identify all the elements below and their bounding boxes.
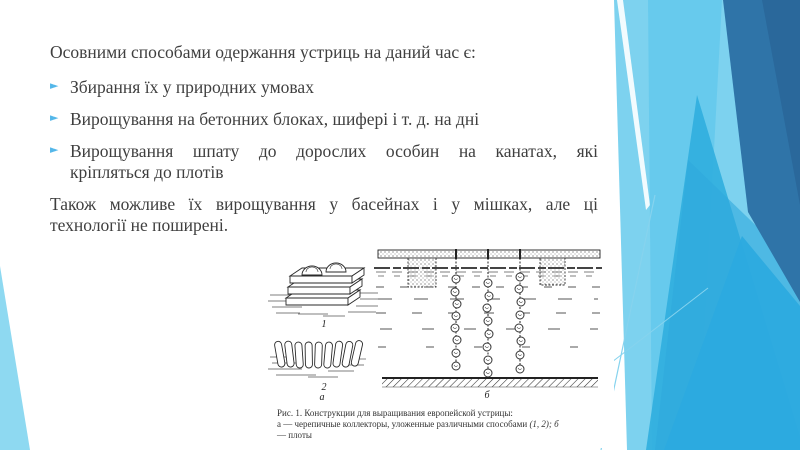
list-item	[50, 141, 598, 183]
upright-tiles-drawing	[268, 340, 366, 377]
paragraph-line2: технології не поширені.	[50, 215, 229, 235]
paragraph-line1: Також можливе їх вирощування у басейнах і у мішках, але ці	[50, 194, 598, 214]
stacked-collectors-drawing	[268, 263, 380, 316]
bullet-text-line1: Вирощування шпату до дорослих особин на канатах, які	[70, 141, 598, 161]
bullet-text: Вирощування на бетонних блоках, шифері і т. д. на дні	[70, 109, 480, 129]
caption-line2	[277, 419, 607, 430]
list-item	[50, 77, 598, 98]
bullet-text-line2: кріпляться до плотів	[70, 162, 224, 182]
bullet-list	[50, 77, 598, 183]
caption-line2-regular: а — черепичные коллекторы, уложенные различными способами	[277, 419, 530, 429]
oyster-structures-drawing	[268, 243, 614, 401]
list-item	[50, 109, 598, 130]
bullet-text: Збирання їх у природних умовах	[70, 77, 314, 97]
caption-line1: Рис. 1. Конструкции для выращивания европейской устрицы:	[277, 408, 513, 418]
bullet-arrow-icon: ►	[50, 111, 59, 124]
bullet-arrow-icon: ►	[50, 79, 59, 92]
figure-label-2: 2	[321, 382, 327, 393]
figure-label-1: 1	[321, 319, 327, 330]
decor-left-wedge	[0, 266, 30, 450]
figure-label-b: б	[484, 390, 490, 401]
figure-label-a: а	[319, 392, 325, 401]
bullet-arrow-icon: ►	[50, 143, 59, 156]
figure-image	[268, 243, 614, 448]
figure-caption	[277, 408, 607, 441]
caption-line2-italic: (1, 2); б	[529, 419, 559, 429]
closing-paragraph	[50, 194, 598, 236]
raft-drawing	[374, 249, 602, 387]
caption-line3: — плоты	[277, 430, 312, 440]
slide-content	[50, 42, 598, 236]
slide-title: Осовними способами одержання устриць на даний час є:	[50, 42, 476, 62]
oyster-clusters	[451, 273, 525, 377]
